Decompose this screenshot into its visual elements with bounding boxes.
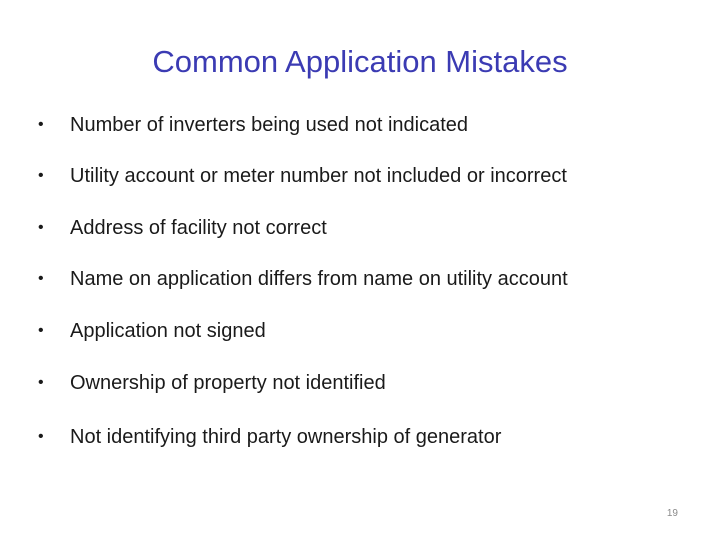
- bullet-text: Address of facility not correct: [70, 217, 327, 239]
- bullet-point-icon: •: [38, 116, 44, 133]
- bullet-text: Ownership of property not identified: [70, 372, 386, 394]
- bullet-text: Number of inverters being used not indicated: [70, 114, 469, 136]
- bullet-item: [36, 161, 696, 191]
- bullet-item: [36, 264, 696, 294]
- bullet-point-icon: •: [38, 167, 44, 184]
- bullet-point-icon: •: [38, 322, 44, 339]
- bullet-text: Not identifying third party ownership of generator: [70, 426, 502, 448]
- bullet-text: Name on application differs from name on utility account: [70, 268, 568, 290]
- bullet-item: [36, 316, 696, 346]
- bullet-item: [36, 213, 696, 243]
- bullet-point-icon: •: [38, 270, 44, 287]
- slide-title: Common Application Mistakes: [152, 44, 568, 79]
- page-number: 19: [666, 508, 678, 519]
- bullet-item: [36, 110, 696, 140]
- bullet-point-icon: •: [38, 219, 44, 236]
- bullet-item: [36, 422, 696, 452]
- bullet-text: Utility account or meter number not included or incorrect: [70, 165, 567, 187]
- bullet-text: Application not signed: [70, 320, 266, 342]
- bullet-point-icon: •: [38, 428, 44, 445]
- bullet-point-icon: •: [38, 374, 44, 391]
- bullet-item: [36, 368, 696, 398]
